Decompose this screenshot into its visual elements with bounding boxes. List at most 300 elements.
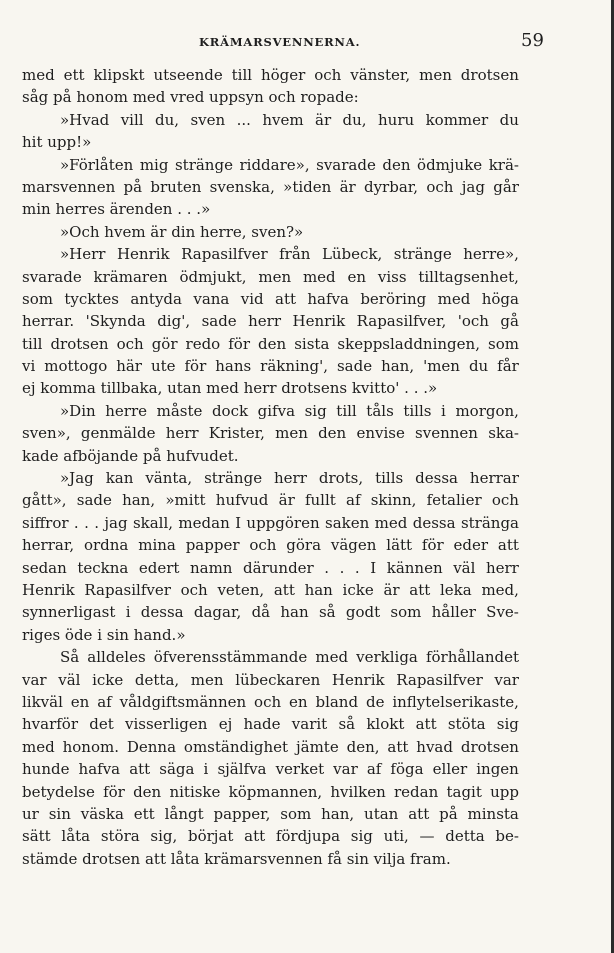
word: att [387,737,409,756]
word: viss [377,267,407,286]
running-title: KRÄMARSVENNERNA. [199,35,361,49]
word: betydelse [22,782,95,801]
word: som [488,334,519,353]
word: väska [80,804,124,823]
word: herre [105,401,148,420]
word: säga [159,760,195,779]
word: vi [22,357,36,376]
text-line [22,781,519,803]
word: visserligen [125,715,208,734]
word: är [339,177,356,196]
word: att [409,580,431,599]
word: upp [490,782,519,801]
word: sätt [22,827,51,846]
word: för [228,334,251,353]
word: fullt [304,491,336,510]
word: den, [346,737,380,756]
word: du, [342,110,367,129]
word: så [318,603,336,622]
word: går [493,177,519,196]
word: 'men [423,357,460,376]
word: icke [92,670,124,689]
word: Henrik [292,312,346,331]
word: uti, [383,827,409,846]
word: »Herr [60,245,106,264]
word: Rapasilfver [84,580,171,599]
word: så [338,715,356,734]
word: ödmjuke [417,155,483,174]
word: stöta [447,715,486,734]
text-line [22,422,519,444]
word: som [390,603,422,622]
text-line [22,64,519,86]
word: med [22,66,55,84]
word: 'Skynda [85,312,146,331]
word: riddare», [239,155,310,174]
word: morgon, [455,401,519,420]
word: I [235,513,242,532]
word: väl [453,558,476,577]
word: svennen [415,424,478,443]
word: medan [178,513,230,532]
word: hufvud [215,491,269,510]
word: antyda [130,289,182,308]
word: varit [291,715,328,734]
word: att [275,289,296,308]
word: alldeles [87,648,146,667]
word: och [314,66,342,84]
word: med [22,737,55,756]
word: Lübeck, [321,245,383,264]
word: stränga [460,513,519,532]
text-line [22,512,519,534]
word: omständighet [183,737,289,756]
word: edert [138,558,180,577]
word: vill [120,110,144,129]
text-line [22,579,519,601]
word: göra [286,536,322,555]
word: och [426,177,454,196]
word: dyrbar, [363,177,419,196]
word: utseende [153,66,223,84]
word: tåls [366,401,394,420]
word: huru [378,110,415,129]
word: men [190,670,224,689]
word: bruten [150,177,202,196]
word: är [315,110,332,129]
word: sade [76,491,112,510]
word: får [497,357,519,376]
word: han, [381,357,415,376]
text-line [22,310,519,332]
word: gå [500,312,519,331]
word: du [499,110,519,129]
word: den [133,782,162,801]
word: han, [321,804,355,823]
word: klipskt [93,66,145,84]
word: en [70,692,90,711]
word: hafva [307,289,349,308]
word: hade [243,715,281,734]
word: tills [375,469,404,488]
word: men [275,424,308,443]
word: »Hvad [60,110,110,129]
word: ute [150,357,176,376]
word: hvilken [330,782,386,801]
text-line: kade afböjande på hufvudet. [22,446,239,465]
word: herrar [469,469,519,488]
word: bland [315,692,359,711]
word: sade [336,357,373,376]
word: våldgiftsmännen [119,692,247,711]
word: sedan [22,558,67,577]
word: som [280,804,312,823]
text-line [22,758,519,780]
word: . [94,513,99,532]
word: . [354,558,360,577]
word: mottogo [44,357,108,376]
word: herrar, [22,536,75,555]
word: börjat [187,827,234,846]
word: en [289,692,308,711]
word: dock [211,401,249,420]
word: mina [138,536,176,555]
word: dig', [157,312,191,331]
word: Denna [126,737,177,756]
text-line [22,154,519,176]
word: dagar, [193,603,242,622]
word: dessa [415,469,458,488]
word: ordna [83,536,129,555]
word: redan [393,782,439,801]
word: nitiske [169,782,221,801]
word: sin [48,804,71,823]
text-line [22,736,519,758]
word: »mitt [165,491,206,510]
word: verket [275,760,325,779]
word: till [231,66,253,84]
word: — [419,827,435,846]
word: ska- [488,424,519,443]
word: att [273,580,295,599]
word: detta, [134,670,180,689]
word: störa [100,827,140,846]
word: Krister, [208,424,265,443]
word: var [494,670,519,689]
word: Rapasilfver [396,670,483,689]
word: och [116,334,144,353]
word: höga [481,289,519,308]
word: papper [185,536,240,555]
word: »tiden [283,177,332,196]
word: Henrik [116,245,170,264]
word: hunde [22,760,70,779]
word: till [22,334,43,353]
word: papper, [213,804,271,823]
word: »Din [60,401,96,420]
word: då [251,603,271,622]
word: skall, [132,513,174,532]
text-line [22,825,519,847]
text-line [22,646,519,668]
word: han [280,603,309,622]
word: detta [445,827,485,846]
word: för [421,536,444,555]
word: du, [155,110,180,129]
word: hvem [262,110,304,129]
word: siffror [22,513,69,532]
word: jag [461,177,485,196]
body-text [22,64,519,870]
word: hafva [78,760,121,779]
word: en [347,267,367,286]
word: väl [58,670,81,689]
word: tills [403,401,432,420]
word: »Förlåten [60,155,134,174]
text-line [22,109,519,131]
word: utan [364,804,399,823]
word: hvad [416,737,453,756]
text-line: såg på honom med vred uppsyn och ropade: [22,88,359,107]
word: långt [164,804,204,823]
word: klokt [366,715,405,734]
text-line: hit upp!» [22,133,92,152]
word: stränge [204,469,263,488]
word: som [22,289,53,308]
word: jag [104,513,128,532]
word: herre», [463,245,519,264]
word: kännen [386,558,443,577]
word: ingen [476,760,519,779]
word: han, [122,491,156,510]
word: sig [350,827,373,846]
word: låta [61,827,91,846]
word: ödmjukt, [179,267,247,286]
word: och [249,536,277,555]
text-line [22,176,519,198]
word: Henrik [331,670,385,689]
word: den [258,334,287,353]
word: mig [139,155,169,174]
word: öfverensstämmande [153,648,308,667]
word: gifva [257,401,296,420]
word: gör [151,334,178,353]
word: att [415,715,437,734]
word: synnerligast [22,603,116,622]
text-line: »Och hvem är din herre, sven?» [60,222,304,241]
word: måste [156,401,203,420]
word: herr [274,469,307,488]
word: ej [218,715,233,734]
word: dessa [412,513,456,532]
text-line [22,266,519,288]
word: stränge [393,245,452,264]
word: herr [165,424,199,443]
text-line [22,400,519,422]
word: Sve- [486,603,519,622]
word: är [383,580,400,599]
word: det [89,715,114,734]
word: den [318,424,347,443]
word: veten, [217,580,265,599]
word: sig [304,401,327,420]
word: med [374,513,408,532]
word: namn [189,558,233,577]
word: krämaren [93,267,168,286]
word: marsvennen [22,177,116,196]
word: med, [481,580,519,599]
word: ett [63,66,85,84]
word: tycktes [64,289,119,308]
text-line [22,803,519,825]
word: vänster, [350,66,411,84]
word: leka [440,580,472,599]
word: de [365,692,385,711]
text-line: min herres ärenden . . .» [22,200,211,219]
word: redo [185,334,221,353]
word: att [497,536,519,555]
word: herr [248,312,282,331]
word: fördjupa [275,827,341,846]
word: med [437,289,471,308]
word: I [370,558,377,577]
text-line [22,534,519,556]
word: svarade [22,267,82,286]
word: sven», [22,424,71,443]
word: var [22,670,47,689]
word: köpmannen, [228,782,323,801]
word: jämte [295,737,339,756]
word: för [103,782,125,801]
word: uppgören [246,513,320,532]
word: den [382,155,411,174]
word: på [123,177,143,196]
word: drotsen [50,334,109,353]
word: tagit [446,782,482,801]
text-line [22,691,519,713]
word: för [184,357,207,376]
word: gått», [22,491,67,510]
word: att [244,827,266,846]
word: beröring [360,289,427,308]
word: genmälde [80,424,156,443]
word: stränge [174,155,233,174]
text-line [22,288,519,310]
word: sig [496,715,519,734]
word: i [441,401,446,420]
word: teckna [77,558,129,577]
word: föga [390,760,424,779]
word: här [116,357,142,376]
word: ur [22,804,39,823]
word: Så [60,648,80,667]
word: i [125,603,131,622]
word: kommer [425,110,489,129]
text-line [22,355,519,377]
word: vägen [330,536,377,555]
word: icke [342,580,374,599]
word: svarade [316,155,376,174]
word: 'och [457,312,489,331]
word: lätt [386,536,413,555]
word: be- [495,827,519,846]
word: dessa [140,603,184,622]
word: herr [485,558,519,577]
word: skinn, [370,491,417,510]
word: . [339,558,345,577]
text-line [22,713,519,735]
word: sig, [150,827,178,846]
word: hans [215,357,252,376]
word: Henrik [22,580,75,599]
word: till [336,401,357,420]
word: envise [356,424,405,443]
word: själfva [217,760,267,779]
word: minsta [467,804,519,823]
word: men [258,267,292,286]
word: drotsen [460,737,519,756]
word: krä- [488,155,519,174]
word: och [254,692,282,711]
text-line [22,467,519,489]
word: eder [453,536,489,555]
word: . [73,513,79,532]
word: är [278,491,295,510]
text-line [22,489,519,511]
word: att [129,760,151,779]
word: men [419,66,452,84]
word: drots, [318,469,364,488]
word: sista [294,334,330,353]
word: verkliga [356,648,418,667]
word: godt [345,603,381,622]
word: att [408,804,430,823]
word: af [97,692,112,711]
word: håller [431,603,476,622]
word: drotsen [460,66,519,84]
text-line [22,669,519,691]
word: höger [260,66,306,84]
word: sven [190,110,226,129]
word: i [203,760,209,779]
word: var [333,760,358,779]
word: därunder [243,558,314,577]
text-line: ej komma tillbaka, utan med herr drotsens kvitto' . . .» [22,379,438,398]
word: vänta, [145,469,193,488]
text-line [22,557,519,579]
word: likväl [22,692,63,711]
word: kan [105,469,134,488]
text-line [22,333,519,355]
text-line [22,243,519,265]
text-line: riges öde i sin hand.» [22,625,186,644]
page-number: 59 [521,30,544,51]
word: eller [432,760,468,779]
word: tilltagsenhet, [418,267,519,286]
word: honom. [62,737,119,756]
word: vana [193,289,230,308]
word: Rapasilfver [181,245,268,264]
word: af [346,491,361,510]
word: med [315,648,349,667]
word: af [366,760,382,779]
word: herrar. [22,312,75,331]
word: lübeckaren [235,670,321,689]
word: du [468,357,489,376]
word: han [304,580,333,599]
word: Rapasilfver, [356,312,447,331]
word: ... [236,110,251,129]
